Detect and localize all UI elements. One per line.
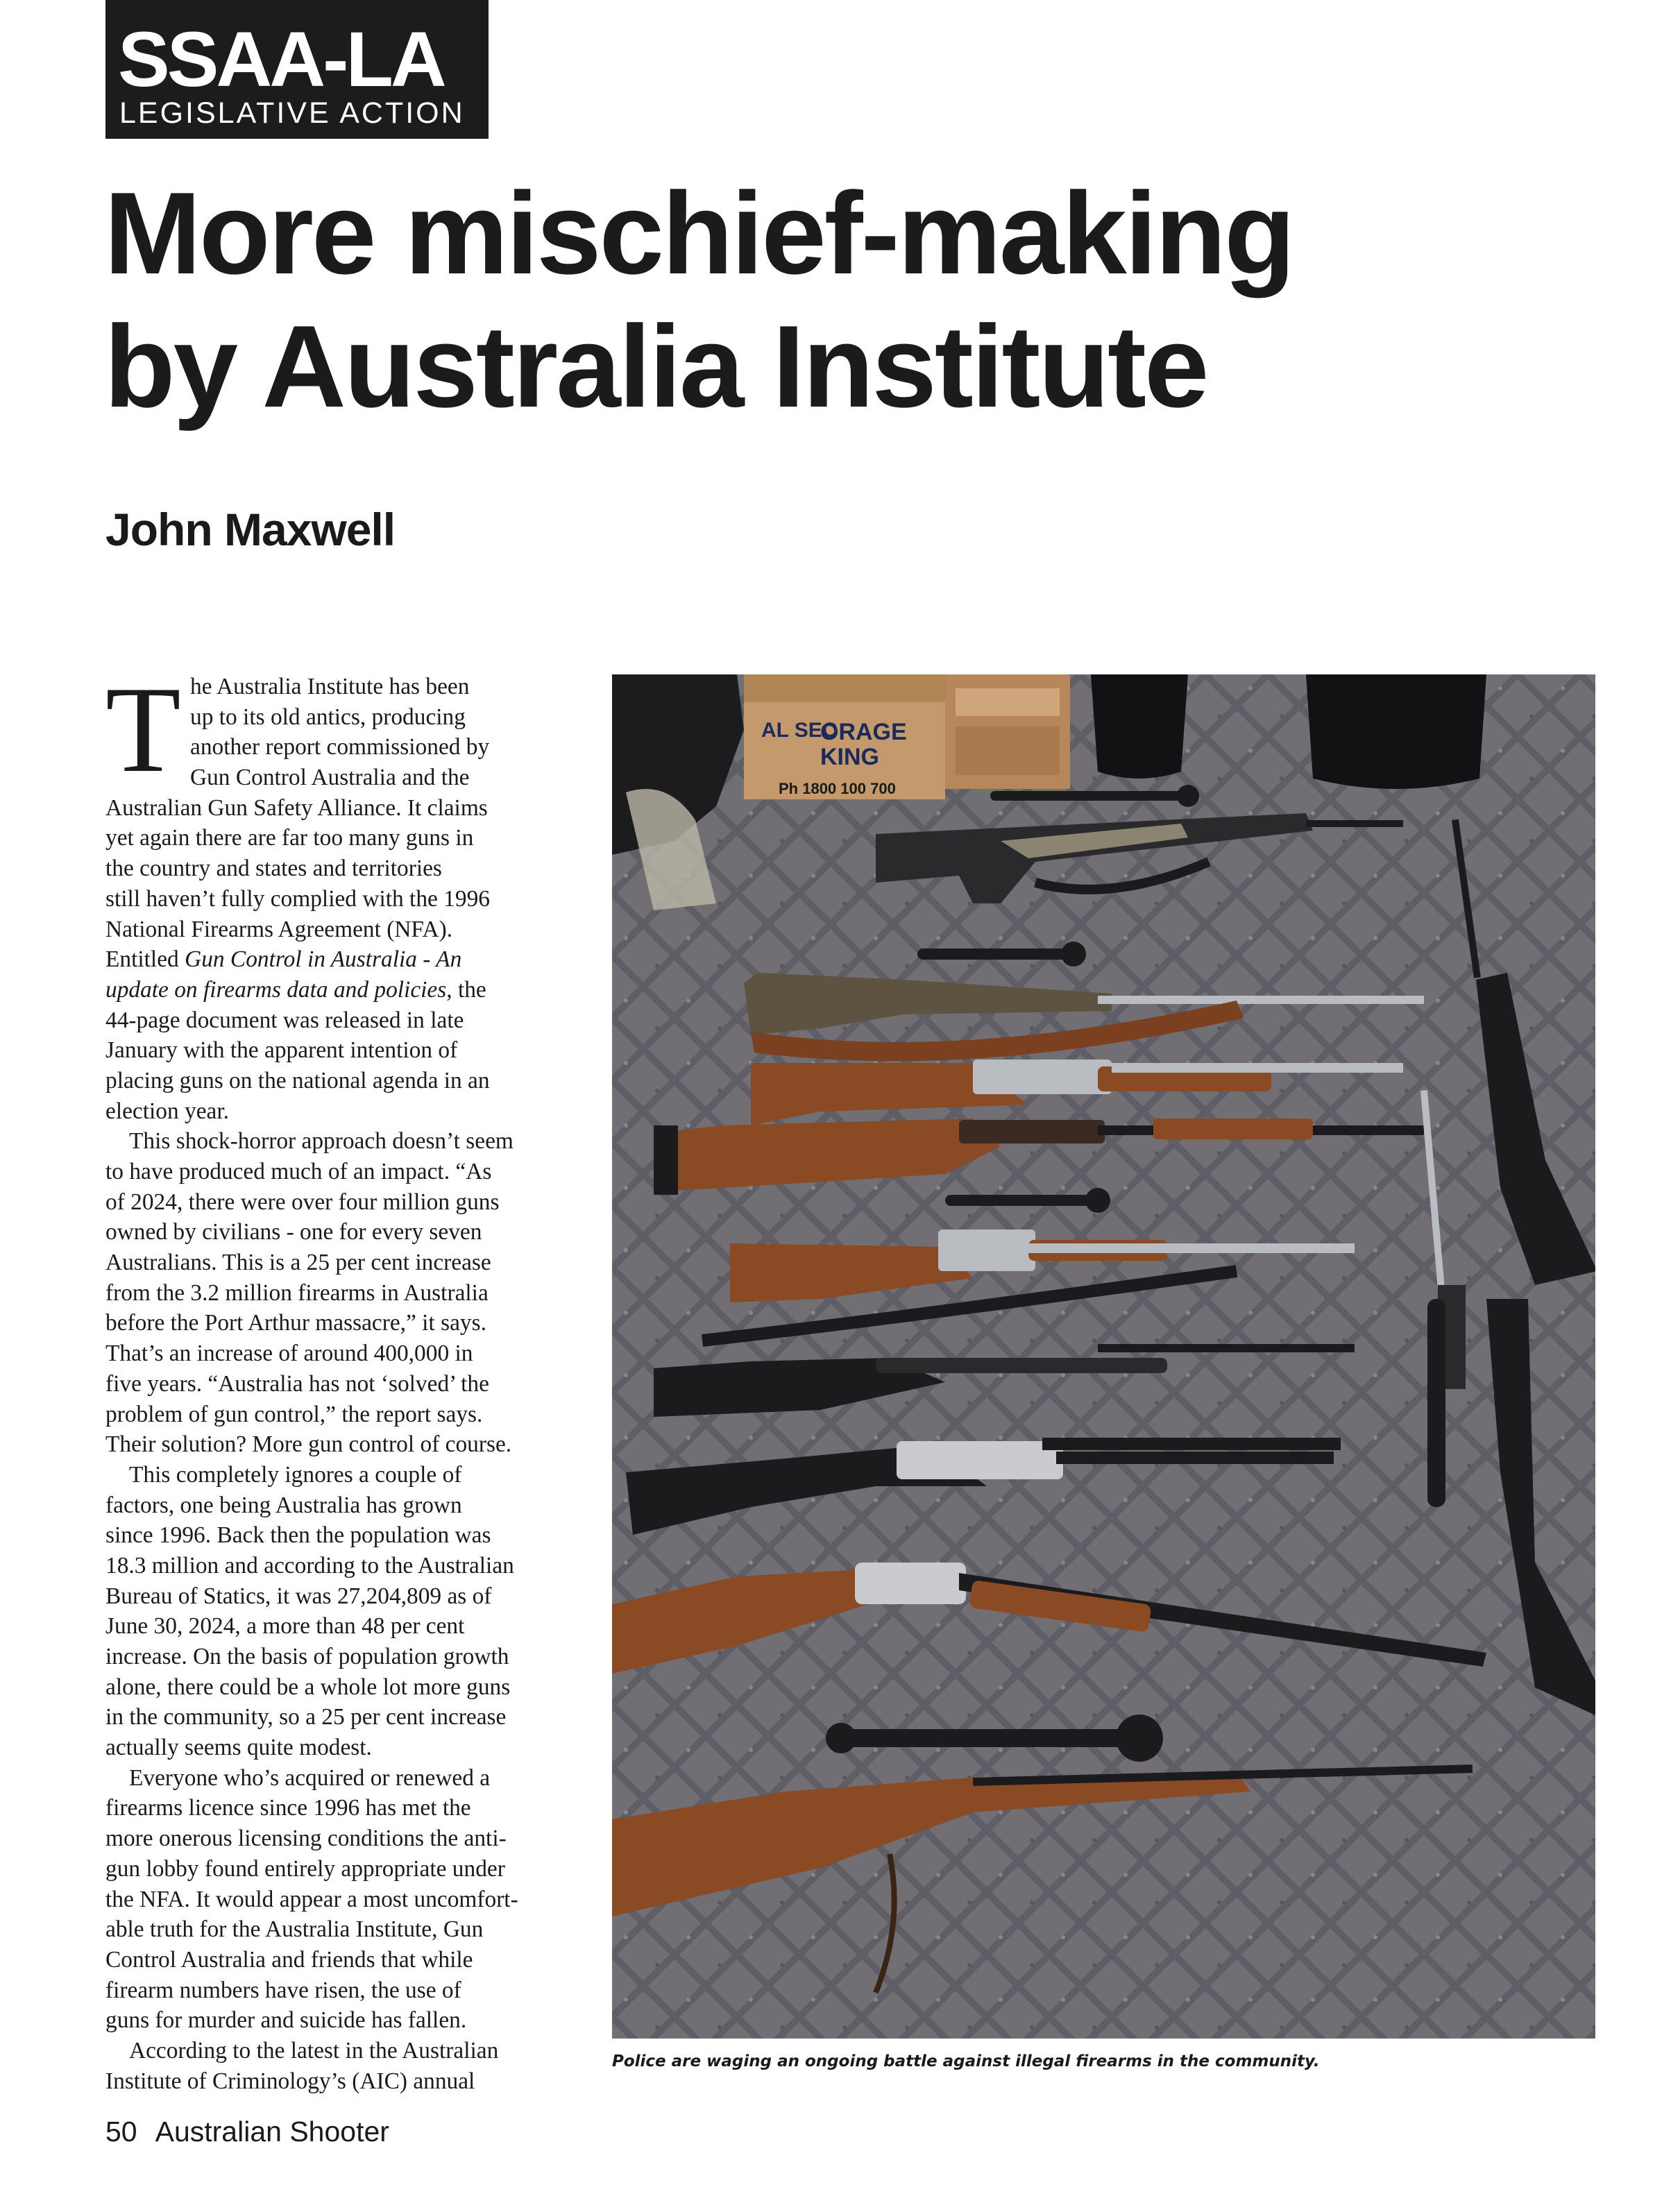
body-line: increase. On the basis of population growth bbox=[105, 1644, 509, 1669]
logo-main-text: SSAA-LA bbox=[118, 16, 444, 103]
body-line: Australian Gun Safety Alliance. It claims bbox=[105, 794, 488, 821]
body-line: update on firearms data and policies, the bbox=[105, 976, 486, 1003]
logo-sub-text: LEGISLATIVE ACTION bbox=[119, 96, 465, 130]
body-line: the country and states and territories bbox=[105, 856, 442, 882]
body-line: actually seems quite modest. bbox=[105, 1735, 372, 1761]
body-line: before the Port Arthur massacre,” it says. bbox=[105, 1310, 486, 1336]
firearms-photo bbox=[612, 674, 1595, 2039]
body-line: more onerous licensing conditions the anti- bbox=[105, 1826, 507, 1852]
body-line: of 2024, there were over four million guns bbox=[105, 1189, 500, 1215]
author-byline: John Maxwell bbox=[105, 504, 396, 555]
page-footer bbox=[105, 2118, 389, 2146]
body-line: up to its old antics, producing bbox=[190, 704, 466, 730]
box-line-2: ORAGE bbox=[820, 719, 907, 745]
body-line: election year. bbox=[105, 1098, 229, 1124]
body-line: guns for murder and suicide has fallen. bbox=[105, 2007, 467, 2034]
black-bin-left bbox=[1091, 674, 1188, 779]
body-line: still haven’t fully complied with the 1996 bbox=[105, 885, 490, 912]
body-line: Bureau of Statics, it was 27,204,809 as of bbox=[105, 1583, 492, 1609]
black-bin-right bbox=[1306, 674, 1486, 789]
body-line: Australians. This is a 25 per cent increase bbox=[105, 1250, 491, 1276]
body-line: since 1996. Back then the population was bbox=[105, 1522, 491, 1549]
body-line: alone, there could be a whole lot more guns bbox=[105, 1674, 511, 1700]
body-line: This shock-horror approach doesn’t seem bbox=[129, 1128, 514, 1155]
title-line-2: by Australia Institute bbox=[104, 301, 1207, 432]
body-line: to have produced much of an impact. “As bbox=[105, 1159, 492, 1184]
body-line: five years. “Australia has not ‘solved’ the bbox=[105, 1370, 489, 1397]
body-line: National Firearms Agreement (NFA). bbox=[105, 916, 453, 942]
body-line: 44-page document was released in late bbox=[105, 1007, 464, 1033]
cardboard-box bbox=[744, 674, 945, 799]
photo-caption: Police are waging an ongoing battle against illegal firearms in the community. bbox=[612, 2052, 1320, 2070]
body-line: Entitled Gun Control in Australia - An bbox=[105, 946, 462, 973]
ssaa-la-logo bbox=[105, 0, 489, 139]
box-line-4: Ph 1800 100 700 bbox=[779, 780, 896, 797]
body-line: firearm numbers have risen, the use of bbox=[105, 1977, 461, 2003]
box-line-3: KING bbox=[820, 744, 879, 770]
body-line: That’s an increase of around 400,000 in bbox=[105, 1341, 473, 1367]
body-line: the NFA. It would appear a most uncomfort- bbox=[105, 1886, 518, 1912]
body-line: June 30, 2024, a more than 48 per cent bbox=[105, 1613, 465, 1640]
body-line: owned by civilians - one for every seven bbox=[105, 1219, 482, 1245]
firearms-illustration bbox=[612, 674, 1595, 2039]
article-body bbox=[105, 661, 584, 2096]
body-line: factors, one being Australia has grown bbox=[105, 1492, 462, 1518]
body-line: in the community, so a 25 per cent increase bbox=[105, 1704, 507, 1730]
magazine-name: Australian Shooter bbox=[155, 2116, 389, 2147]
body-line: he Australia Institute has been bbox=[190, 674, 470, 699]
body-line: 18.3 million and according to the Australian bbox=[105, 1552, 514, 1579]
body-line: problem of gun control,” the report says. bbox=[105, 1401, 483, 1427]
body-line: placing guns on the national agenda in an bbox=[105, 1067, 490, 1094]
box-line-1: AL SEC bbox=[761, 719, 838, 742]
article-title bbox=[104, 167, 1596, 433]
body-line: According to the latest in the Australian bbox=[129, 2037, 499, 2064]
body-line: Institute of Criminology’s (AIC) annual bbox=[105, 2068, 475, 2094]
drop-cap: T bbox=[105, 661, 181, 798]
body-line: another report commissioned by bbox=[190, 734, 490, 760]
body-line: January with the apparent intention of bbox=[105, 1037, 458, 1064]
page-number: 50 bbox=[105, 2116, 137, 2147]
body-line: firearms licence since 1996 has met the bbox=[105, 1795, 471, 1821]
title-line-1: More mischief-making bbox=[104, 168, 1293, 298]
body-line: Their solution? More gun control of course. bbox=[105, 1431, 512, 1458]
body-line: able truth for the Australia Institute, Gun bbox=[105, 1916, 484, 1943]
body-line: Gun Control Australia and the bbox=[190, 765, 470, 791]
body-line: yet again there are far too many guns in bbox=[105, 825, 474, 851]
body-line: Everyone who’s acquired or renewed a bbox=[129, 1764, 491, 1791]
body-line: This completely ignores a couple of bbox=[129, 1461, 462, 1488]
body-line: Control Australia and friends that while bbox=[105, 1946, 473, 1973]
body-line: from the 3.2 million firearms in Australia bbox=[105, 1279, 489, 1306]
body-line: gun lobby found entirely appropriate under bbox=[105, 1855, 505, 1882]
